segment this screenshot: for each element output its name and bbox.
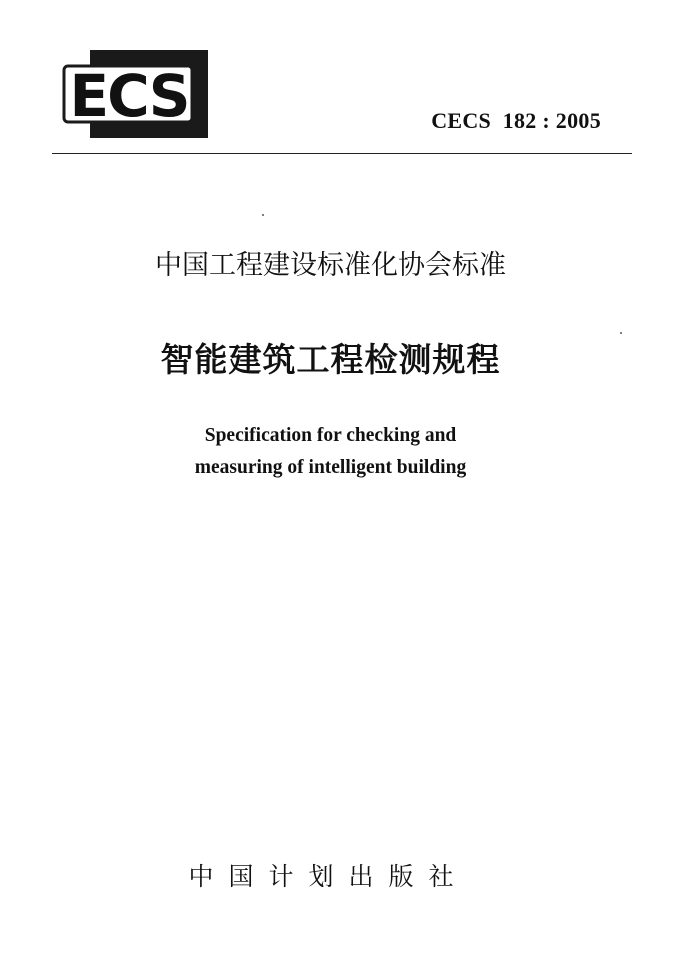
header-divider	[52, 153, 632, 154]
publisher: 中国计划出版社	[188, 862, 469, 891]
ecs-logo-graphic	[62, 48, 222, 144]
title-chinese: 智能建筑工程检测规程	[160, 340, 501, 379]
scan-speck	[262, 214, 264, 216]
logo-letters: ECS	[69, 62, 189, 130]
standard-series: 中国工程建设标准化协会标准	[155, 250, 506, 281]
scan-speck	[620, 332, 622, 334]
title-english-line-1: Specification for checking and	[204, 425, 457, 446]
title-english	[0, 420, 673, 484]
standard-code: CECS 182 : 2005	[431, 108, 601, 133]
ecs-logo	[62, 48, 222, 144]
title-english-line-2: measuring of intelligent building	[194, 457, 467, 478]
